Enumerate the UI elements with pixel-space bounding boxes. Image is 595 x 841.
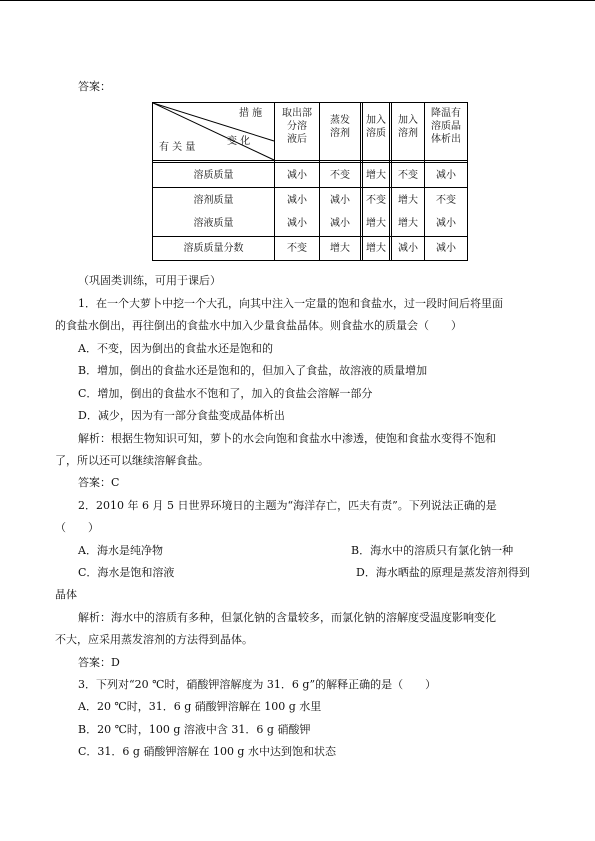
header-text: 取出部 [282, 108, 312, 119]
row-divider [153, 187, 467, 188]
header-measures: 措 施 [239, 108, 263, 119]
q1-analysis-line1: 解析：根据生物知识可知，萝卜的水会向饱和食盐水中渗透，使饱和食盐水变得不饱和 [78, 432, 496, 445]
header-text: 溶剂 [330, 128, 350, 139]
q1-stem-line2: 的食盐水倒出，再往倒出的食盐水中加入少量食盐晶体。则食盐水的质量会（ ） [55, 319, 462, 332]
table-cell: 增大 [330, 243, 350, 254]
table-cell: 不变 [398, 170, 418, 181]
q2-analysis-line1: 解析：海水中的溶质有多种，但氯化钠的含量较多，而氯化钠的溶解度受温度影响变化 [78, 611, 496, 624]
table-cell: 减小 [287, 218, 307, 229]
table-cell: 减小 [398, 243, 418, 254]
table-cell: 不变 [366, 195, 386, 206]
header-quantity: 有 关 量 [159, 142, 196, 153]
q2-stem-line2: （ ） [55, 521, 99, 534]
q2-option-c: C．海水是饱和溶液 [78, 566, 175, 579]
table-cell: 减小 [330, 195, 350, 206]
header-text: 溶质 [366, 128, 386, 139]
header-text: 液后 [287, 134, 307, 145]
section-note: （巩固类训练，可用于课后） [78, 274, 221, 287]
header-col-evaporate [320, 114, 360, 140]
table-cell: 不变 [287, 243, 307, 254]
header-text: 溶质晶 [431, 121, 461, 132]
table-cell: 不变 [330, 170, 350, 181]
q1-stem-line1: 1．在一个大萝卜中挖一个大孔，向其中注入一定量的饱和食盐水，过一段时间后将里面 [78, 297, 503, 310]
answer-table [152, 102, 468, 261]
table-cell: 减小 [436, 243, 456, 254]
header-col-remove-solution [275, 107, 319, 146]
q2-option-d-cont: 晶体 [55, 588, 77, 601]
q1-option-c: C．增加，倒出的食盐水不饱和了，加入的食盐会溶解一部分 [78, 387, 373, 400]
table-cell: 增大 [366, 243, 386, 254]
q2-answer: 答案：D [78, 656, 120, 669]
row-divider-double [153, 160, 467, 163]
header-col-add-solute [363, 114, 389, 140]
table-cell: 减小 [436, 218, 456, 229]
q1-option-b: B．增加，倒出的食盐水还是饱和的，但加入了食盐，故溶液的质量增加 [78, 364, 428, 377]
header-text: 蒸发 [330, 115, 350, 126]
header-text: 加入 [398, 115, 418, 126]
q1-option-a: A．不变，因为倒出的食盐水还是饱和的 [78, 342, 273, 355]
table-cell: 减小 [287, 170, 307, 181]
table-cell: 增大 [398, 195, 418, 206]
q2-analysis-line2: 不大，应采用蒸发溶剂的方法得到晶体。 [55, 633, 253, 646]
header-text: 体析出 [431, 134, 461, 145]
row-label: 溶剂质量 [193, 195, 234, 206]
table-cell: 减小 [287, 195, 307, 206]
table-cell: 增大 [366, 170, 386, 181]
header-text: 分溶 [287, 121, 307, 132]
row-label: 溶液质量 [193, 218, 234, 229]
q3-option-b: B．20 ℃时，100 g 溶液中含 31．6 g 硝酸钾 [78, 723, 311, 736]
header-text: 加入 [366, 115, 386, 126]
table-cell: 不变 [436, 195, 456, 206]
q1-analysis-line2: 了，所以还可以继续溶解食盐。 [55, 454, 209, 467]
table-cell: 减小 [436, 170, 456, 181]
table-cell: 减小 [330, 218, 350, 229]
row-divider [153, 236, 467, 237]
header-text: 溶剂 [398, 128, 418, 139]
row-label: 溶质质量分数 [183, 243, 244, 254]
q1-option-d: D．减少，因为有一部分食盐变成晶体析出 [78, 409, 285, 422]
row-label: 溶质质量 [193, 170, 234, 181]
table-cell: 增大 [366, 218, 386, 229]
q2-stem-line1: 2．2010 年 6 月 5 日世界环境日的主题为“海洋存亡，匹夫有责”。下列说法正确的是 [78, 499, 497, 512]
q1-answer: 答案：C [78, 476, 120, 489]
q3-option-a: A．20 ℃时，31．6 g 硝酸钾溶解在 100 g 水里 [78, 700, 322, 713]
page-top-rule [0, 0, 595, 1]
header-text: 降温有 [431, 108, 461, 119]
q2-option-a: A．海水是纯净物 [78, 544, 163, 557]
header-change: 变 化 [227, 136, 251, 147]
q2-option-d: D．海水晒盐的原理是蒸发溶剂得到 [356, 566, 530, 579]
answer-label: 答案： [78, 80, 111, 93]
table-cell: 增大 [398, 218, 418, 229]
header-col-cool-crystallize [425, 107, 467, 146]
q2-option-b: B．海水中的溶质只有氯化钠一种 [351, 544, 514, 557]
q3-option-c: C．31．6 g 硝酸钾溶解在 100 g 水中达到饱和状态 [78, 745, 336, 758]
q3-stem: 3．下列对“20 ℃时，硝酸钾溶解度为 31．6 g”的解释正确的是（ ） [78, 678, 437, 691]
header-col-add-solvent [392, 114, 424, 140]
